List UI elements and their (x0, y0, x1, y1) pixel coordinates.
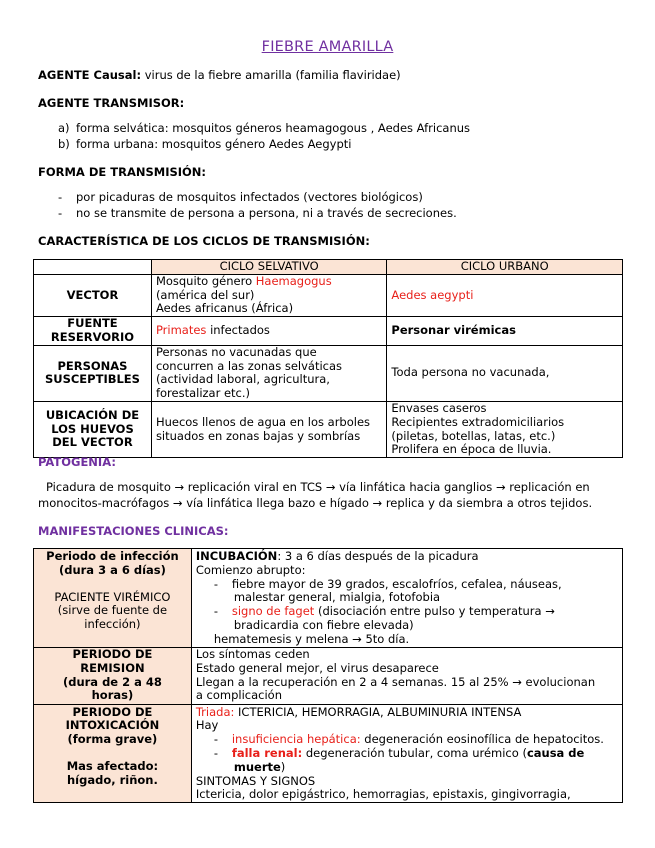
ubicacion-selvatico-cell (151, 401, 386, 457)
cell-text: Los síntomas ceden (195, 646, 310, 661)
cell-text: a complicación (195, 688, 283, 703)
label-line: (forma grave) (67, 732, 158, 747)
vector-selvatico-cell (151, 274, 386, 316)
row-label-ubicacion (34, 401, 152, 457)
remision-content-cell (191, 647, 622, 704)
agente-causal-text: virus de la fiebre amarilla (familia flaviridae) (144, 68, 401, 82)
fuente-urbano-cell: Personar virémicas (387, 317, 623, 346)
list-item-text: por picaduras de mosquitos infectados (vectores biológicos) (76, 190, 423, 204)
patogenia-line: Picadura de mosquito → replicación viral en TCS → vía linfática hacia ganglios → replicación en (46, 480, 590, 494)
list-marker: - (58, 206, 63, 220)
list-item: - signo de faget (disociación entre pulso y temperatura → (213, 604, 555, 619)
cell-text: ICTERICIA, HEMORRAGIA, ALBUMINURIA INTENSA (234, 704, 522, 719)
cell-text-highlight: insuficiencia hepática: (231, 732, 361, 747)
label-line: DEL VECTOR (52, 435, 133, 450)
list-item (58, 137, 351, 152)
label-line: REMISION (80, 660, 145, 675)
list-item-text: forma selvática: mosquitos géneros heamagogous , Aedes Africanus (76, 121, 471, 135)
table-row (34, 549, 623, 648)
label-line: hígado, riñon. (66, 772, 158, 787)
fuente-selvatico-cell (151, 317, 386, 346)
cell-text: Huecos llenos de agua en los arboles (155, 414, 371, 429)
row-label-remision (34, 647, 192, 704)
cell-text-highlight: falla renal: (231, 745, 303, 760)
cell-text: (actividad laboral, agricultura, (155, 372, 330, 387)
list-item: - insuficiencia hepática: degeneración eosinofílica de hepatocitos. (213, 732, 604, 747)
row-label-personas (34, 345, 152, 401)
cell-text: (disociación entre pulso y temperatura → (314, 604, 555, 619)
cell-text: SINTOMAS Y SIGNOS (195, 773, 316, 788)
cell-text: Personas no vacunadas que (155, 344, 317, 359)
ciclos-table (33, 259, 623, 458)
cell-text: (américa del sur) (155, 287, 255, 302)
cell-text: degeneración tubular, coma urémico ( (302, 745, 527, 760)
column-header-urbano: CICLO URBANO (387, 260, 623, 275)
table-corner-cell (34, 260, 152, 275)
label-line: (dura de 2 a 48 (62, 674, 162, 689)
cell-text-highlight: Haemagogus (255, 273, 332, 288)
cell-text: Envases caseros (391, 400, 487, 415)
cell-text-highlight: Primates (155, 323, 207, 338)
cell-text: Estado general mejor, el virus desaparece (195, 660, 439, 675)
table-row (34, 274, 623, 316)
table-row (34, 345, 623, 401)
label-line: Periodo de infección (46, 549, 179, 563)
label-line: INTOXICACIÓN (65, 718, 160, 733)
page-title: FIEBRE AMARILLA (261, 39, 394, 55)
cell-text: Ictericia, dolor epigástrico, hemorragias, epistaxis, gingivorragia, (195, 787, 571, 802)
list-marker: - (58, 190, 63, 204)
cell-text: Aedes africanus (África) (155, 301, 294, 316)
label-line: (dura 3 a 6 días) (58, 562, 166, 577)
cell-text: situados en zonas bajas y sombrías (155, 428, 361, 443)
manifestaciones-heading: MANIFESTACIONES CLINICAS: (38, 524, 229, 538)
label-line: UBICACIÓN DE (45, 407, 140, 422)
column-header-selvatico: CICLO SELVATIVO (151, 260, 386, 275)
label-line: infección) (84, 617, 141, 632)
list-item (58, 190, 423, 205)
ubicacion-urbano-cell (387, 401, 623, 457)
personas-selvatico-cell (151, 345, 386, 401)
cell-text: concurren a las zonas selváticas (155, 358, 343, 373)
row-label-infeccion (34, 549, 192, 648)
list-marker: a) (58, 121, 70, 135)
cell-text: Recipientes extradomiciliarios (391, 414, 565, 429)
cell-text-bold: muerte (233, 759, 281, 774)
list-item: - falla renal: degeneración tubular, coma urémico (causa de (213, 745, 585, 760)
list-item: - fiebre mayor de 39 grados, escalofríos, cefalea, náuseas, (213, 576, 562, 591)
list-item-text: no se transmite de persona a persona, ni a través de secreciones. (76, 206, 457, 220)
list-item (58, 206, 457, 221)
cell-text: fiebre mayor de 39 grados, escalofríos, cefalea, náuseas, (231, 576, 562, 591)
cell-text-bold: causa de (526, 745, 585, 760)
row-label-vector: VECTOR (34, 274, 152, 316)
label-line: (sirve de fuente de (57, 603, 168, 618)
incubacion-label: INCUBACIÓN (195, 549, 278, 563)
ciclos-heading: CARACTERÍSTICA DE LOS CICLOS DE TRANSMISIÓN: (38, 234, 370, 248)
infeccion-content-cell (191, 549, 622, 648)
agente-transmisor-heading: AGENTE TRANSMISOR: (38, 96, 185, 110)
row-label-intoxicacion (34, 704, 192, 803)
table-row (34, 647, 623, 704)
label-line: PERIODO DE (72, 704, 153, 719)
agente-causal (38, 68, 401, 83)
agente-causal-label: AGENTE Causal: (38, 68, 142, 82)
cell-text: ) (280, 759, 286, 774)
table-row (34, 704, 623, 803)
patogenia-heading: PATOGENIA: (38, 455, 116, 469)
table-row (34, 401, 623, 457)
vector-urbano-cell: Aedes aegypti (387, 274, 623, 316)
cell-text: hematemesis y melena → 5to día. (213, 631, 410, 646)
label-line: PERSONAS (57, 358, 128, 373)
forma-transmision-heading: FORMA DE TRANSMISIÓN: (38, 165, 207, 179)
table-row (34, 317, 623, 346)
cell-text: bradicardia con fiebre elevada) (233, 617, 414, 632)
cell-text: Llegan a la recuperación en 2 a 4 semanas. 15 al 25% → evolucionan (195, 674, 596, 689)
cell-text: Comienzo abrupto: (195, 562, 306, 577)
table-header-row (34, 260, 623, 275)
cell-text: Mosquito género (155, 273, 256, 288)
list-item-text: forma urbana: mosquitos género Aedes Aegypti (76, 137, 352, 151)
label-line: PACIENTE VIRÉMICO (54, 589, 171, 604)
label-line: FUENTE (67, 316, 118, 331)
list-marker: b) (58, 137, 70, 151)
label-line: PERIODO DE (72, 646, 153, 661)
manifestaciones-table (33, 548, 623, 803)
row-label-fuente (34, 317, 152, 346)
patogenia-line: monocitos-macrófagos → vía linfática llega bazo e hígado → replica y da siembra a otros tejidos. (38, 496, 593, 510)
cell-text: malestar general, mialgia, fotofobia (233, 590, 441, 605)
cell-text: infectados (206, 323, 270, 338)
label-line: LOS HUEVOS (51, 421, 134, 436)
cell-text: forestalizar etc.) (155, 386, 251, 401)
label-line: RESERVORIO (50, 329, 135, 344)
cell-text: (piletas, botellas, latas, etc.) (391, 428, 556, 443)
personas-urbano-cell: Toda persona no vacunada, (387, 345, 623, 401)
cell-text: : 3 a 6 días después de la picadura (277, 549, 479, 563)
intoxicacion-content-cell (191, 704, 622, 803)
label-line: horas) (91, 688, 134, 703)
label-line: Mas afectado: (66, 758, 159, 773)
cell-text-highlight: Triada: (195, 704, 235, 719)
cell-text: Hay (195, 718, 219, 733)
cell-text-highlight: signo de faget (231, 604, 315, 619)
cell-text: degeneración eosinofílica de hepatocitos. (360, 732, 604, 747)
label-line: SUSCEPTIBLES (44, 372, 140, 387)
cell-text: Prolifera en época de lluvia. (391, 442, 552, 457)
list-item (58, 121, 470, 136)
